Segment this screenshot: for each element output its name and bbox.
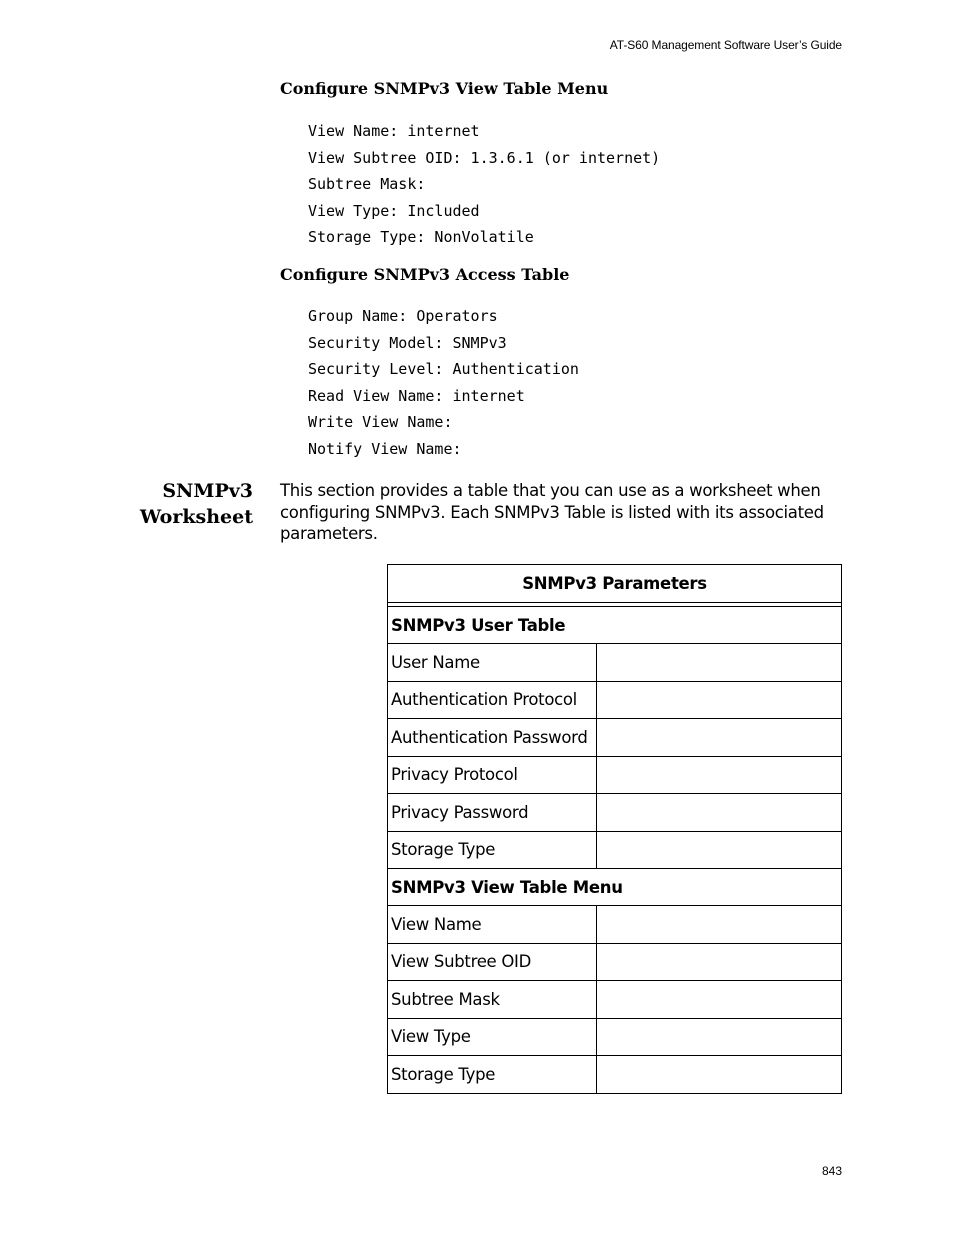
param-label: Storage Type: [388, 831, 597, 869]
param-value-cell: [597, 756, 842, 794]
table-row: [388, 756, 842, 794]
code-line: View Name: internet: [308, 122, 480, 140]
param-label: View Subtree OID: [388, 943, 597, 981]
page-number: 843: [821, 1164, 842, 1178]
code-line: Read View Name: internet: [308, 386, 525, 405]
param-label: Authentication Protocol: [388, 681, 597, 719]
code-line: Security Level: Authentication: [308, 360, 579, 378]
param-value-cell: [597, 943, 842, 981]
param-label: Subtree Mask: [388, 981, 597, 1019]
code-line: Write View Name:: [308, 413, 453, 431]
side-heading-line-1: SNMPv3: [162, 480, 253, 502]
code-line: Group Name: Operators: [308, 307, 498, 325]
table-row: [388, 1056, 842, 1094]
param-value-cell: [597, 831, 842, 869]
table-row: [388, 719, 842, 757]
table-row: [388, 943, 842, 981]
user-table-heading: SNMPv3 User Table: [388, 607, 842, 644]
access-table-heading: Configure SNMPv3 Access Table: [280, 265, 570, 284]
param-value-cell: [597, 719, 842, 757]
param-label: User Name: [388, 644, 597, 682]
table-title: SNMPv3 Parameters: [388, 565, 842, 603]
param-value-cell: [597, 794, 842, 832]
param-value-cell: [597, 1018, 842, 1056]
param-value-cell: [597, 681, 842, 719]
worksheet-intro: This section provides a table that you can use as a worksheet when configuring SNMPv3. Each SNMPv3 Table is listed with its associated parameters.: [280, 481, 824, 543]
table-row: [388, 794, 842, 832]
table-row: [388, 906, 842, 944]
running-header: AT-S60 Management Software User’s Guide: [609, 38, 842, 52]
view-table-code-block: [308, 118, 660, 251]
snmpv3-worksheet-table: [387, 564, 842, 1094]
code-line: Notify View Name:: [308, 439, 462, 458]
param-value-cell: [597, 981, 842, 1019]
param-value-cell: [597, 644, 842, 682]
param-label: Authentication Password: [388, 719, 597, 757]
code-line: View Type: Included: [308, 201, 480, 220]
param-value-cell: [597, 1056, 842, 1094]
param-label: Storage Type: [388, 1056, 597, 1094]
table-row: [388, 644, 842, 682]
param-value-cell: [597, 906, 842, 944]
code-line: View Subtree OID: 1.3.6.1 (or internet): [308, 148, 661, 167]
param-label: Privacy Password: [388, 794, 597, 832]
worksheet-side-heading: [140, 478, 253, 530]
param-label: Privacy Protocol: [388, 756, 597, 794]
table-row: [388, 831, 842, 869]
table-row: [388, 1018, 842, 1056]
code-line: Storage Type: NonVolatile: [308, 228, 534, 246]
code-line: Subtree Mask:: [308, 175, 426, 193]
table-row: [388, 981, 842, 1019]
view-table-heading: Configure SNMPv3 View Table Menu: [280, 79, 609, 98]
param-label: View Name: [388, 906, 597, 944]
view-table-menu-heading: SNMPv3 View Table Menu: [388, 869, 842, 906]
access-table-code-block: [308, 303, 579, 462]
param-label: View Type: [388, 1018, 597, 1056]
side-heading-line-2: Worksheet: [139, 506, 253, 528]
code-line: Security Model: SNMPv3: [308, 333, 507, 352]
table-row: [388, 681, 842, 719]
